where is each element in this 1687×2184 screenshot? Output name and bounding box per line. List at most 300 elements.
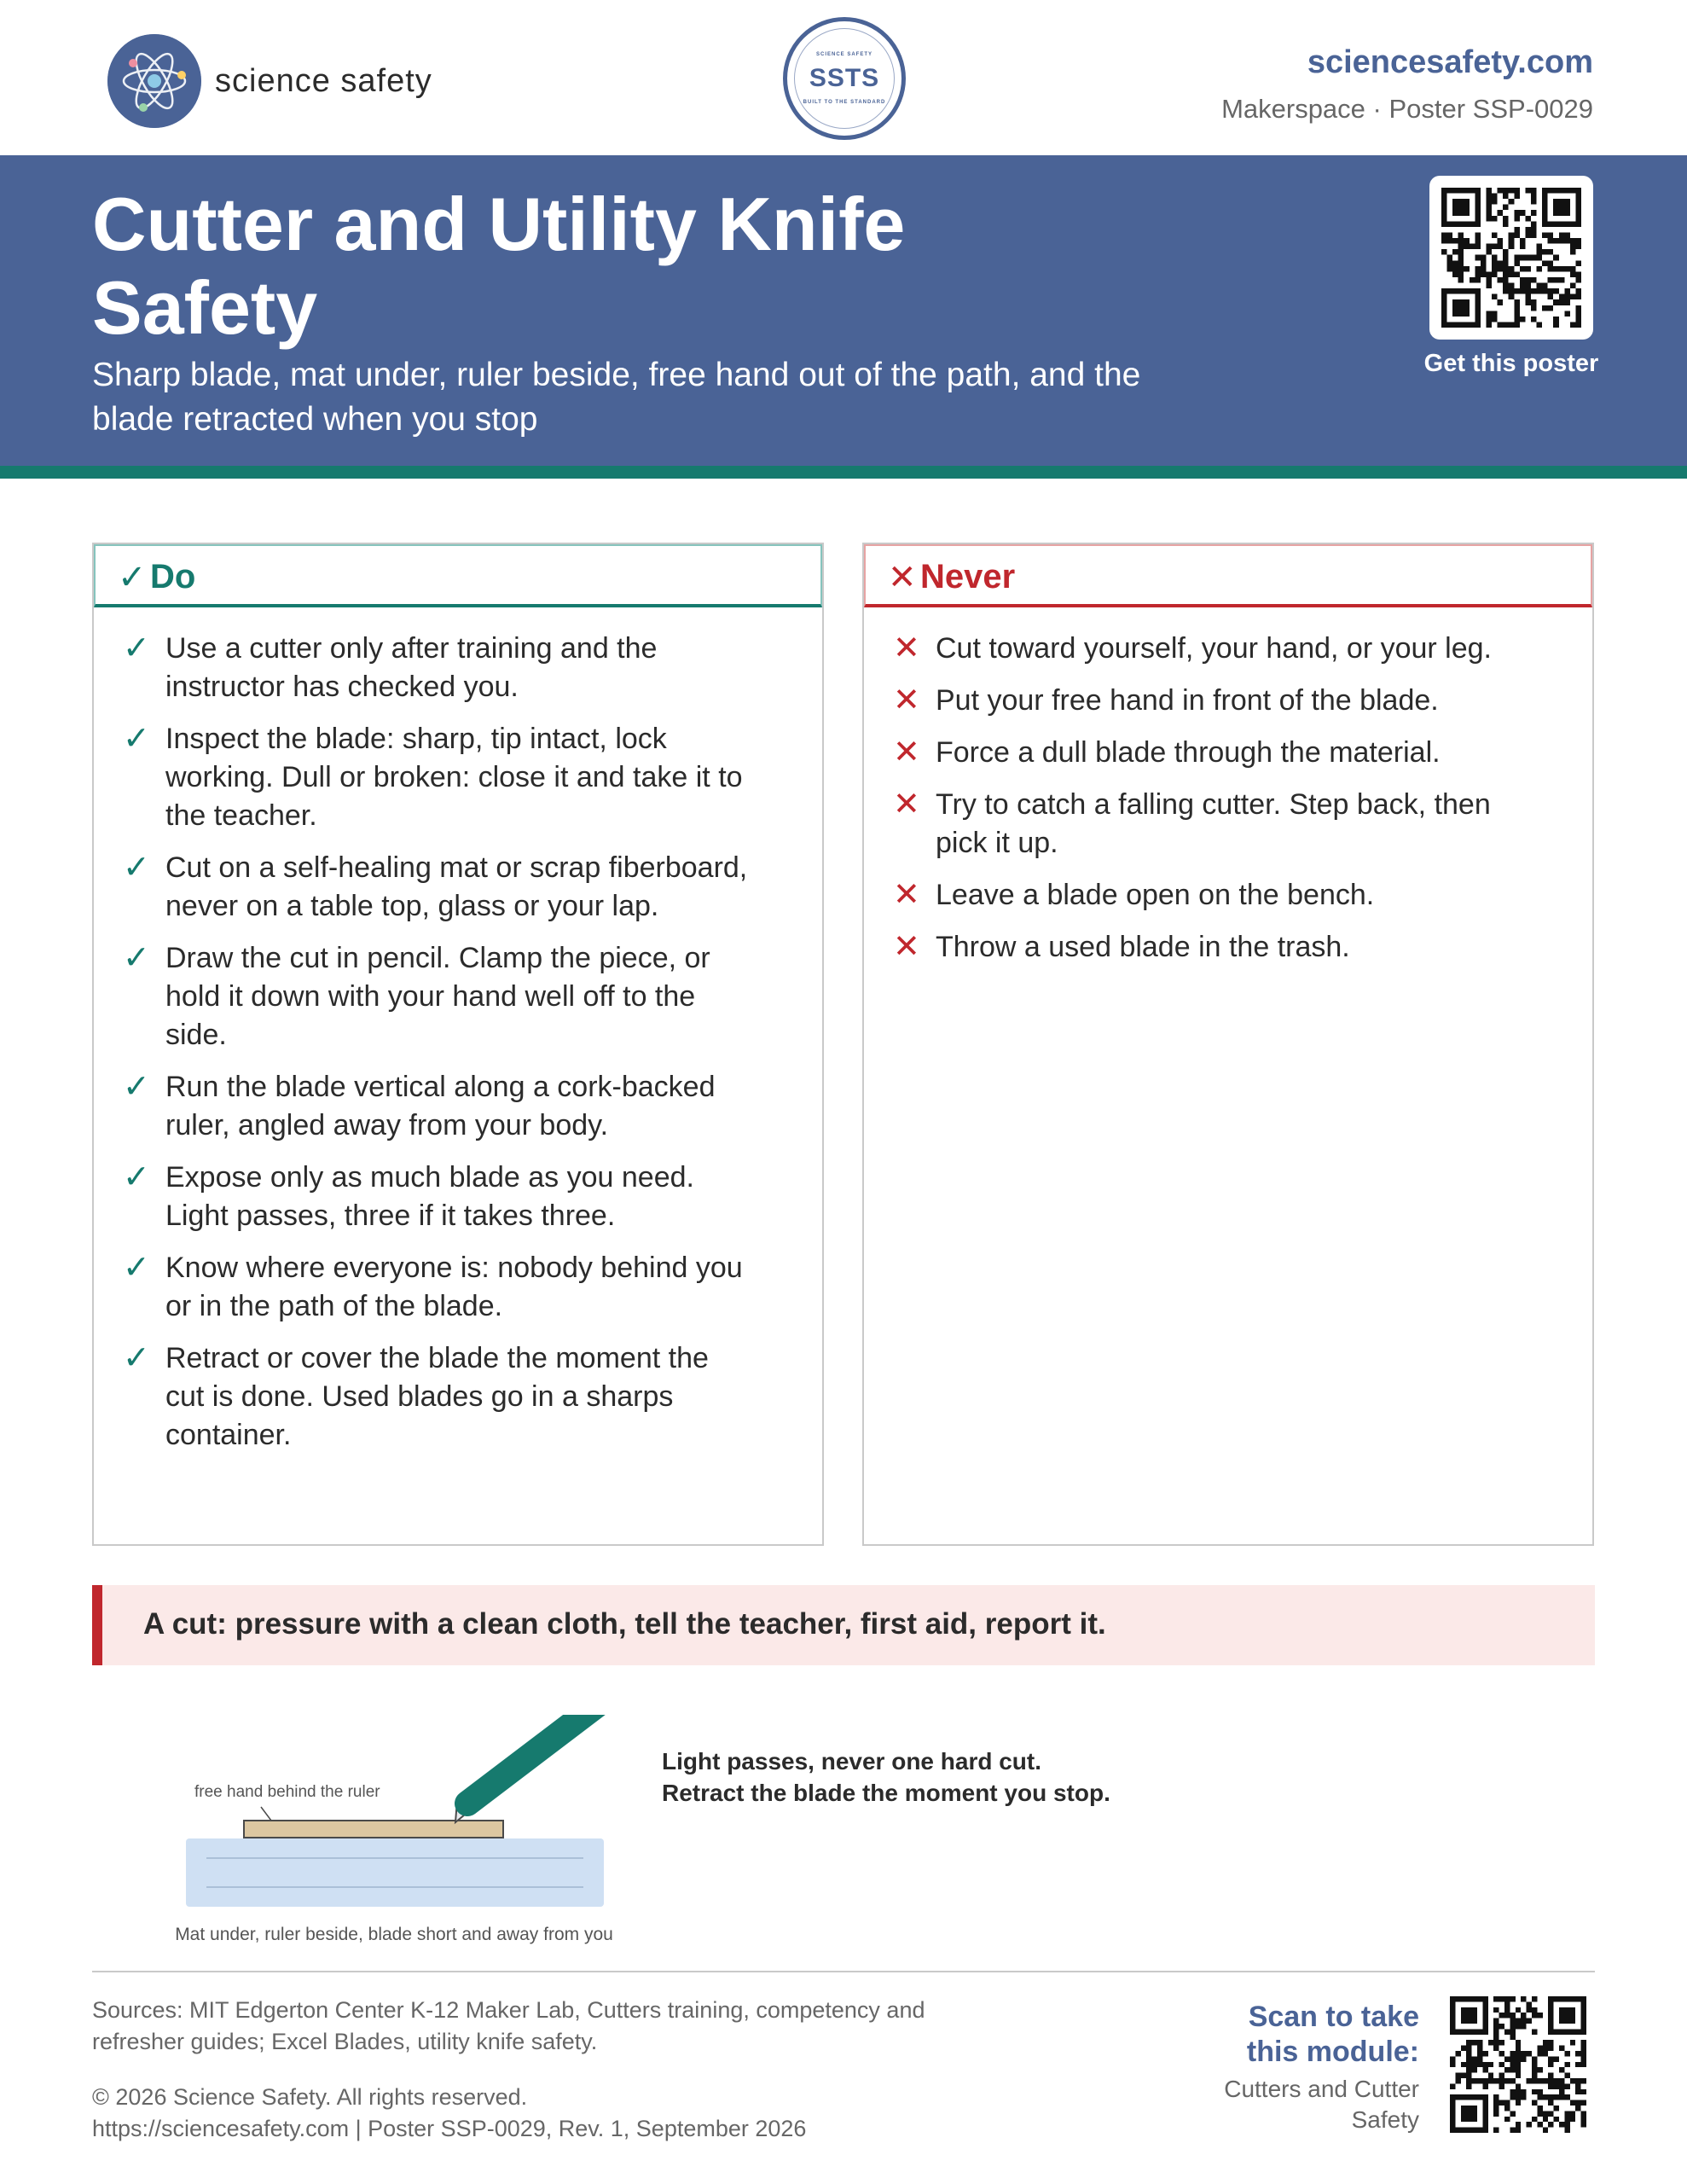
qr-module <box>1475 277 1481 283</box>
qr-module <box>1516 2073 1521 2078</box>
qr-module <box>1514 227 1520 233</box>
qr-module <box>1575 2106 1580 2111</box>
qr-module <box>1559 2007 1575 2024</box>
qr-module <box>1570 2040 1575 2045</box>
check-icon: ✓ <box>123 1250 150 1286</box>
qr-module <box>1452 266 1458 272</box>
qr-module <box>1537 244 1543 250</box>
qr-module <box>1525 227 1531 233</box>
qr-module <box>1499 2062 1504 2067</box>
cross-icon: ✕ <box>888 559 917 596</box>
qr-module <box>1510 2029 1515 2034</box>
poster-reference: Makerspace · Poster SSP-0029 <box>1221 94 1593 124</box>
qr-module <box>1520 210 1526 216</box>
page-title: Cutter and Utility Knife Safety <box>92 182 906 350</box>
do-panel-header <box>94 544 822 607</box>
qr-module <box>1504 2078 1510 2083</box>
list-item <box>119 939 754 1054</box>
qr-module <box>1537 2094 1542 2100</box>
qr-module <box>1516 2100 1521 2106</box>
qr-module <box>1510 2056 1515 2061</box>
qr-module <box>1492 255 1498 261</box>
qr-module <box>1543 2051 1548 2056</box>
qr-module <box>1477 2078 1482 2083</box>
qr-module <box>1461 2046 1466 2051</box>
qr-module <box>1461 2106 1477 2122</box>
qr-module <box>1581 2111 1586 2116</box>
qr-module <box>1486 205 1492 211</box>
check-icon: ✓ <box>123 1340 150 1376</box>
qr-module <box>1482 2078 1487 2083</box>
qr-module <box>1466 2062 1471 2067</box>
qr-module <box>1477 2040 1482 2045</box>
qr-module <box>1575 2051 1580 2056</box>
qr-module <box>1575 311 1581 317</box>
qr-module <box>1504 2013 1510 2018</box>
qr-module <box>1543 2046 1548 2051</box>
qr-module <box>1475 271 1481 277</box>
site-link[interactable]: sciencesafety.com <box>1307 44 1593 80</box>
qr-module <box>1509 238 1515 244</box>
qr-module <box>1581 2056 1586 2061</box>
qr-module <box>1466 2056 1471 2061</box>
list-item-text: Put your free hand in front of the blade. <box>936 684 1439 717</box>
cutting-illustration <box>150 1715 628 1945</box>
qr-module <box>1450 2056 1455 2061</box>
qr-module <box>1564 232 1570 238</box>
qr-module <box>1509 199 1515 205</box>
qr-module <box>1581 2089 1586 2094</box>
qr-module <box>1564 2062 1569 2067</box>
qr-module <box>1548 260 1554 266</box>
brand-name: science safety <box>215 62 432 99</box>
qr-module <box>1520 255 1526 261</box>
qr-module <box>1514 288 1520 294</box>
qr-module <box>1559 277 1565 283</box>
cross-icon: ✕ <box>893 630 920 666</box>
qr-module <box>1548 2078 1553 2083</box>
qr-module <box>1486 199 1492 205</box>
qr-module <box>1525 188 1531 194</box>
qr-module <box>1472 2078 1477 2083</box>
qr-module <box>1466 2046 1471 2051</box>
qr-module <box>1525 288 1531 294</box>
list-item <box>890 928 1533 967</box>
qr-module <box>1525 294 1531 300</box>
qr-module <box>1525 266 1531 272</box>
qr-module <box>1570 294 1576 300</box>
qr-module <box>1575 260 1581 266</box>
qr-module <box>1548 266 1554 272</box>
qr-module <box>1581 2062 1586 2067</box>
qr-module <box>1564 288 1570 294</box>
qr-module <box>1564 311 1570 317</box>
qr-module <box>1537 2078 1542 2083</box>
qr-module <box>1458 266 1464 272</box>
qr-module <box>1499 2100 1504 2106</box>
qr-module <box>1559 266 1565 272</box>
qr-module <box>1486 249 1492 255</box>
qr-module <box>1532 1996 1537 2001</box>
qr-module <box>1492 271 1498 277</box>
list-item-text: Leave a blade open on the bench. <box>936 879 1375 911</box>
qr-module <box>1493 2078 1499 2083</box>
qr-code-icon[interactable] <box>1450 1996 1586 2133</box>
publication-info[interactable]: https://sciencesafety.com | Poster SSP-0029, Rev. 1, September 2026 <box>92 2116 807 2141</box>
qr-module <box>1532 2100 1537 2106</box>
qr-module <box>1548 277 1554 283</box>
qr-module <box>1559 2122 1564 2127</box>
qr-module <box>1503 288 1509 294</box>
qr-module <box>1516 2083 1521 2088</box>
qr-module <box>1452 249 1458 255</box>
qr-module <box>1559 2094 1564 2100</box>
qr-module <box>1525 283 1531 289</box>
qr-module <box>1520 277 1526 283</box>
list-item-text: Use a cutter only after training and the instructor has checked you. <box>165 632 658 703</box>
qr-module <box>1531 199 1537 205</box>
qr-module <box>1525 299 1531 305</box>
qr-code-icon[interactable] <box>1429 176 1593 340</box>
qr-module <box>1548 305 1554 311</box>
qr-module <box>1531 188 1537 194</box>
qr-module <box>1514 311 1520 317</box>
ruler <box>244 1821 503 1838</box>
qr-module <box>1450 2062 1455 2067</box>
qr-module <box>1510 2089 1515 2094</box>
qr-module <box>1492 199 1498 205</box>
qr-module <box>1520 266 1526 272</box>
qr-module <box>1537 249 1543 255</box>
cross-icon: ✕ <box>893 787 920 822</box>
qr-module <box>1509 244 1515 250</box>
qr-module <box>1525 255 1531 261</box>
list-item <box>890 786 1533 863</box>
qr-module <box>1537 266 1543 272</box>
qr-module <box>1532 2067 1537 2072</box>
qr-module <box>1548 2062 1553 2067</box>
qr-module <box>1470 277 1475 283</box>
check-icon: ✓ <box>123 630 150 666</box>
seal-bottom-text: BUILT TO THE STANDARD <box>803 100 886 105</box>
qr-module <box>1531 277 1537 283</box>
qr-module <box>1486 311 1492 317</box>
qr-module <box>1498 260 1504 266</box>
qr-module <box>1455 2073 1460 2078</box>
qr-module <box>1503 266 1509 272</box>
qr-module <box>1581 2051 1586 2056</box>
qr-code-graphic <box>1441 188 1581 328</box>
brand[interactable] <box>107 34 432 128</box>
ssts-seal <box>783 17 906 140</box>
qr-module <box>1554 2078 1559 2083</box>
qr-module <box>1516 2046 1521 2051</box>
qr-module <box>1503 277 1509 283</box>
do-panel <box>92 543 824 1546</box>
qr-module <box>1581 2078 1586 2083</box>
qr-module <box>1493 2100 1499 2106</box>
qr-module <box>1461 2073 1466 2078</box>
list-item <box>890 682 1533 720</box>
qr-module <box>1493 2040 1499 2045</box>
qr-module <box>1521 1996 1526 2001</box>
qr-module <box>1498 244 1504 250</box>
sources <box>92 1995 1013 2058</box>
check-icon: ✓ <box>123 940 150 976</box>
qr-module <box>1564 2094 1569 2100</box>
qr-caption: Get this poster <box>1423 350 1599 377</box>
qr-module <box>1498 188 1504 194</box>
qr-module <box>1554 2083 1559 2088</box>
qr-module <box>1548 232 1554 238</box>
qr-module <box>1575 271 1581 277</box>
qr-module <box>1542 249 1548 255</box>
qr-module <box>1553 199 1570 216</box>
qr-module <box>1543 2094 1548 2100</box>
qr-module <box>1499 2083 1504 2088</box>
qr-module <box>1503 322 1509 328</box>
qr-module <box>1532 2073 1537 2078</box>
qr-module <box>1447 260 1453 266</box>
qr-module <box>1564 2111 1569 2116</box>
qr-module <box>1514 188 1520 194</box>
qr-module <box>1493 2111 1499 2116</box>
seal-main-text: SSTS <box>809 64 880 92</box>
qr-module <box>1521 2024 1526 2029</box>
qr-module <box>1581 2046 1586 2051</box>
qr-module <box>1514 271 1520 277</box>
check-icon: ✓ <box>118 559 147 596</box>
qr-module <box>1503 249 1509 255</box>
qr-module <box>1475 238 1481 244</box>
qr-module <box>1548 2083 1553 2088</box>
qr-module <box>1509 266 1515 272</box>
qr-module <box>1542 283 1548 289</box>
list-item <box>119 1249 754 1326</box>
qr-module <box>1466 2073 1471 2078</box>
qr-module <box>1503 271 1509 277</box>
qr-module <box>1510 2078 1515 2083</box>
qr-module <box>1447 232 1453 238</box>
qr-module <box>1570 2117 1575 2122</box>
qr-module <box>1575 238 1581 244</box>
qr-module <box>1575 2083 1580 2088</box>
qr-module <box>1503 194 1509 200</box>
qr-module <box>1532 2062 1537 2067</box>
qr-module <box>1564 2073 1569 2078</box>
qr-module <box>1486 271 1492 277</box>
qr-module <box>1537 2089 1542 2094</box>
qr-module <box>1475 244 1481 250</box>
scan-heading-line: Scan to take <box>1248 2001 1419 2033</box>
qr-module <box>1461 2062 1466 2067</box>
qr-module <box>1498 238 1504 244</box>
qr-module <box>1455 2078 1460 2083</box>
qr-module <box>1486 188 1492 194</box>
qr-module <box>1537 2111 1542 2116</box>
qr-module <box>1504 2100 1510 2106</box>
qr-module <box>1492 194 1498 200</box>
qr-module <box>1548 2040 1553 2045</box>
qr-module <box>1548 2122 1553 2127</box>
qr-module <box>1532 2007 1537 2013</box>
qr-module <box>1503 221 1509 227</box>
list-item-text: Run the blade vertical along a cork-backed ruler, angled away from your body. <box>165 1071 716 1141</box>
qr-module <box>1514 299 1520 305</box>
qr-module <box>1575 277 1581 283</box>
qr-module <box>1531 194 1537 200</box>
qr-module <box>1516 2062 1521 2067</box>
qr-module <box>1514 322 1520 328</box>
qr-module <box>1486 322 1492 328</box>
qr-module <box>1482 2051 1487 2056</box>
first-aid-callout <box>92 1585 1595 1665</box>
qr-module <box>1548 2111 1553 2116</box>
qr-module <box>1516 2122 1521 2127</box>
qr-module <box>1458 232 1464 238</box>
qr-module <box>1461 2007 1477 2024</box>
qr-module <box>1475 232 1481 238</box>
qr-module <box>1509 294 1515 300</box>
qr-module <box>1510 2094 1515 2100</box>
qr-module <box>1516 2089 1521 2094</box>
qr-module <box>1509 188 1515 194</box>
qr-module <box>1531 210 1537 216</box>
qr-module <box>1516 2094 1521 2100</box>
qr-module <box>1499 2051 1504 2056</box>
note-pointer <box>261 1807 271 1821</box>
qr-module <box>1537 2013 1542 2018</box>
qr-module <box>1531 288 1537 294</box>
qr-module <box>1516 2067 1521 2072</box>
qr-module <box>1493 2007 1499 2013</box>
qr-module <box>1559 294 1565 300</box>
qr-module <box>1527 2122 1532 2127</box>
never-panel <box>862 543 1594 1546</box>
hero-accent-stripe <box>0 466 1687 479</box>
qr-module <box>1564 2122 1569 2127</box>
qr-module <box>1553 255 1559 261</box>
qr-module <box>1498 266 1504 272</box>
qr-module <box>1570 244 1576 250</box>
check-icon: ✓ <box>123 1159 150 1195</box>
illustration-note: free hand behind the ruler <box>194 1783 380 1801</box>
qr-module <box>1481 271 1487 277</box>
qr-module <box>1477 2056 1482 2061</box>
qr-module <box>1458 249 1464 255</box>
qr-module <box>1493 2029 1499 2034</box>
qr-module <box>1559 2089 1564 2094</box>
qr-module <box>1486 216 1492 222</box>
qr-module <box>1532 2117 1537 2122</box>
qr-module <box>1525 277 1531 283</box>
qr-module <box>1464 238 1470 244</box>
qr-module <box>1537 255 1543 261</box>
list-item <box>119 630 754 706</box>
qr-module <box>1575 322 1581 328</box>
qr-module <box>1531 227 1537 233</box>
qr-module <box>1575 2078 1580 2083</box>
qr-module <box>1503 283 1509 289</box>
qr-module <box>1581 2122 1586 2127</box>
qr-module <box>1581 2040 1586 2045</box>
qr-module <box>1559 232 1565 238</box>
list-item <box>119 849 754 926</box>
qr-module <box>1520 288 1526 294</box>
qr-module <box>1520 317 1526 322</box>
qr-module <box>1466 2083 1471 2088</box>
qr-module <box>1504 2117 1510 2122</box>
top-bar <box>0 0 1687 155</box>
qr-module <box>1492 244 1498 250</box>
qr-module <box>1486 194 1492 200</box>
knife-handle <box>467 1715 602 1804</box>
qr-module <box>1447 266 1453 272</box>
qr-module <box>1503 205 1509 211</box>
qr-module <box>1575 317 1581 322</box>
qr-module <box>1498 322 1504 328</box>
qr-module <box>1499 2078 1504 2083</box>
copyright: © 2026 Science Safety. All rights reserved. <box>92 2084 528 2110</box>
qr-module <box>1514 216 1520 222</box>
qr-module <box>1510 2018 1515 2024</box>
qr-module <box>1548 2100 1553 2106</box>
qr-module <box>1475 266 1481 272</box>
qr-module <box>1499 2073 1504 2078</box>
qr-module <box>1570 238 1576 244</box>
qr-module <box>1498 299 1504 305</box>
qr-module <box>1510 2062 1515 2067</box>
qr-module <box>1521 2051 1526 2056</box>
qr-module <box>1510 1996 1515 2001</box>
qr-module <box>1564 299 1570 305</box>
qr-module <box>1564 294 1570 300</box>
tip-line: Retract the blade the moment you stop. <box>662 1780 1110 1806</box>
list-item <box>890 734 1533 772</box>
qr-module <box>1493 2035 1499 2040</box>
list-item-text: Expose only as much blade as you need. Light passes, three if it takes three. <box>165 1161 694 1232</box>
cutting-mat <box>186 1838 604 1907</box>
qr-module <box>1553 322 1559 328</box>
qr-module <box>1466 2067 1471 2072</box>
qr-module <box>1452 299 1470 317</box>
qr-module <box>1452 238 1458 244</box>
qr-module <box>1520 283 1526 289</box>
qr-module <box>1531 232 1537 238</box>
qr-module <box>1527 2078 1532 2083</box>
qr-module <box>1531 305 1537 311</box>
qr-module <box>1553 277 1559 283</box>
qr-module <box>1548 2073 1553 2078</box>
qr-module <box>1472 2056 1477 2061</box>
module-name-line: Cutters and Cutter <box>1224 2076 1419 2102</box>
qr-module <box>1548 249 1554 255</box>
qr-module <box>1509 322 1515 328</box>
copyright-block <box>92 2082 806 2145</box>
qr-module <box>1559 2067 1564 2072</box>
qr-module <box>1441 249 1447 255</box>
qr-module <box>1532 2029 1537 2034</box>
qr-module <box>1537 2051 1542 2056</box>
qr-module <box>1493 2128 1499 2133</box>
qr-module <box>1554 2106 1559 2111</box>
qr-module <box>1477 2046 1482 2051</box>
qr-module <box>1527 2018 1532 2024</box>
list-item-text: Draw the cut in pencil. Clamp the piece, or hold it down with your hand well off to the side. <box>165 942 710 1051</box>
qr-module <box>1527 2007 1532 2013</box>
qr-module <box>1510 2024 1515 2029</box>
qr-module <box>1509 288 1515 294</box>
